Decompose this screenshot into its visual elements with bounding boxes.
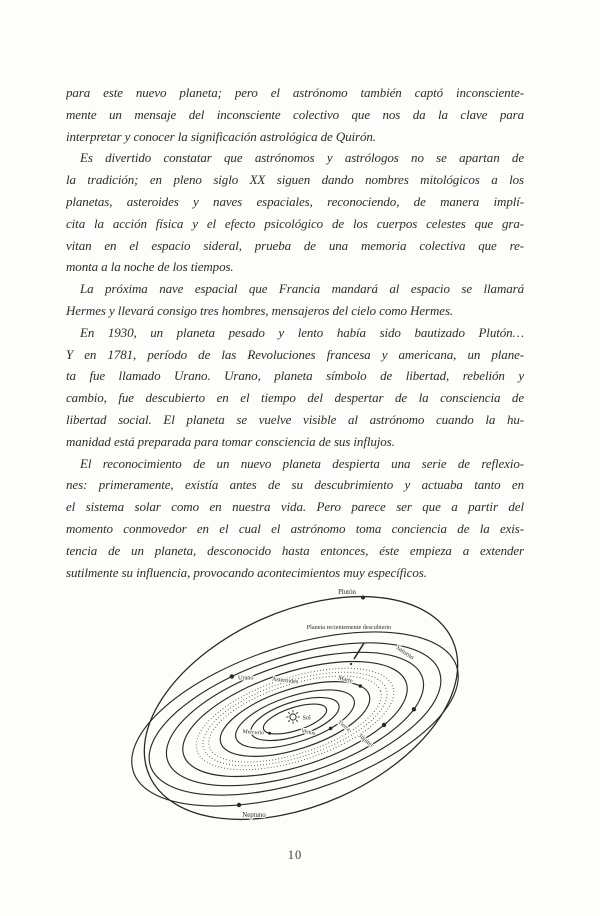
neptune-orbit [112,597,479,826]
text-line: mente un mensaje del inconsciente colectivo que nos da la clave para [66,106,524,122]
jupiter-label: Júpiter [356,732,375,750]
text-line: El reconocimiento de un nuevo planeta despierta una serie de reflexio- [80,455,524,471]
text-line: monta a la noche de los tiempos. [66,259,234,275]
text-line: sutilmente su influencia, provocando acontecimientos muy específicos. [66,564,427,580]
saturn-dot [412,707,416,711]
uranus-dot [230,674,234,678]
new-planet-pointer [354,643,364,659]
body-text [66,82,524,583]
pluto-orbit [112,586,492,826]
new-planet-label: Planeta recientemente descubierto [306,624,392,631]
pluto-label: Plutón [338,589,356,596]
text-line: para este nuevo planeta; pero el astrónomo también captó inconsciente- [66,85,524,100]
sun-ray [296,720,298,722]
text-line: interpretar y conocer la significación astrológica de Quirón. [66,128,376,144]
sun-icon [290,714,296,720]
sun-ray [288,720,290,722]
text-line: Es divertido constatar que astrónomos y astrólogos no se apartan de [80,150,524,166]
text-line: ta fue llamado Urano. Urano, planeta símbolo de libertad, rebelión y [66,368,524,384]
orbit-diagram-canvas [112,586,492,826]
text-line: momento conmovedor en el cual el astrónomo toma conciencia de la exis- [66,520,524,536]
text-line: tencia de un planeta, desconocido hasta entonces, éste empieza a extender [66,542,524,558]
solar-system-diagram [112,586,492,826]
page-number: 10 [287,848,303,862]
text-line: vitan en el espacio sideral, prueba de una memoria colectiva que re- [66,237,524,253]
jupiter-dot [382,723,386,727]
text-line: Y en 1781, período de las Revoluciones francesa y americana, un plane- [66,346,524,362]
sun-ray [288,712,290,714]
new-planet-dot [350,663,352,665]
saturn-label: Saturno [394,644,416,662]
text-line: la tradición; en pleno siglo XX siguen dando nombres mitológicos a los [66,172,524,188]
sun-ray [296,712,298,714]
text-line: cambio, fue descubierto en el tiempo del despertar de la consciencia de [66,390,524,406]
mars-dot [359,684,363,688]
venus-label: Venus [300,728,316,737]
earth-label: Tierra [336,719,351,733]
neptune-label: Neptuno [242,812,266,819]
text-line: el sistema solar como en nuestra vida. Pero parece ser que a partir del [66,499,524,515]
text-line: cita la acción física y el efecto psicológico de los cuerpos celestes que gra- [66,215,524,231]
pluto-dot [361,596,365,600]
text-line: planetas, asteroides y naves espaciales, reconociendo, de manera implí- [66,193,524,209]
mercury-label: Mercurio [242,729,265,737]
asteroids-label: Asteroides [271,675,299,686]
text-line: Hermes y llevará consigo tres hombres, mensajeros del cielo como Hermes. [66,302,454,318]
text-line: En 1930, un planeta pesado y lento había sido bautizado Plutón… [80,324,524,340]
mars-label: Marte [337,674,354,685]
neptune-dot [237,803,241,807]
uranus-label: Urano [238,674,254,682]
earth-dot [329,727,333,731]
text-line: nes: primeramente, existía antes de su descubrimiento y actuaba tanto en [66,477,524,493]
mercury-dot [268,732,271,735]
text-line: libertad social. El planeta se vuelve visible al astrónomo cuando la hu- [66,411,524,427]
sun-label: Sol [302,714,311,722]
text-line: La próxima nave espacial que Francia mandará al espacio se llamará [80,281,524,297]
text-line: manidad está preparada para tomar consciencia de sus influjos. [66,433,395,449]
